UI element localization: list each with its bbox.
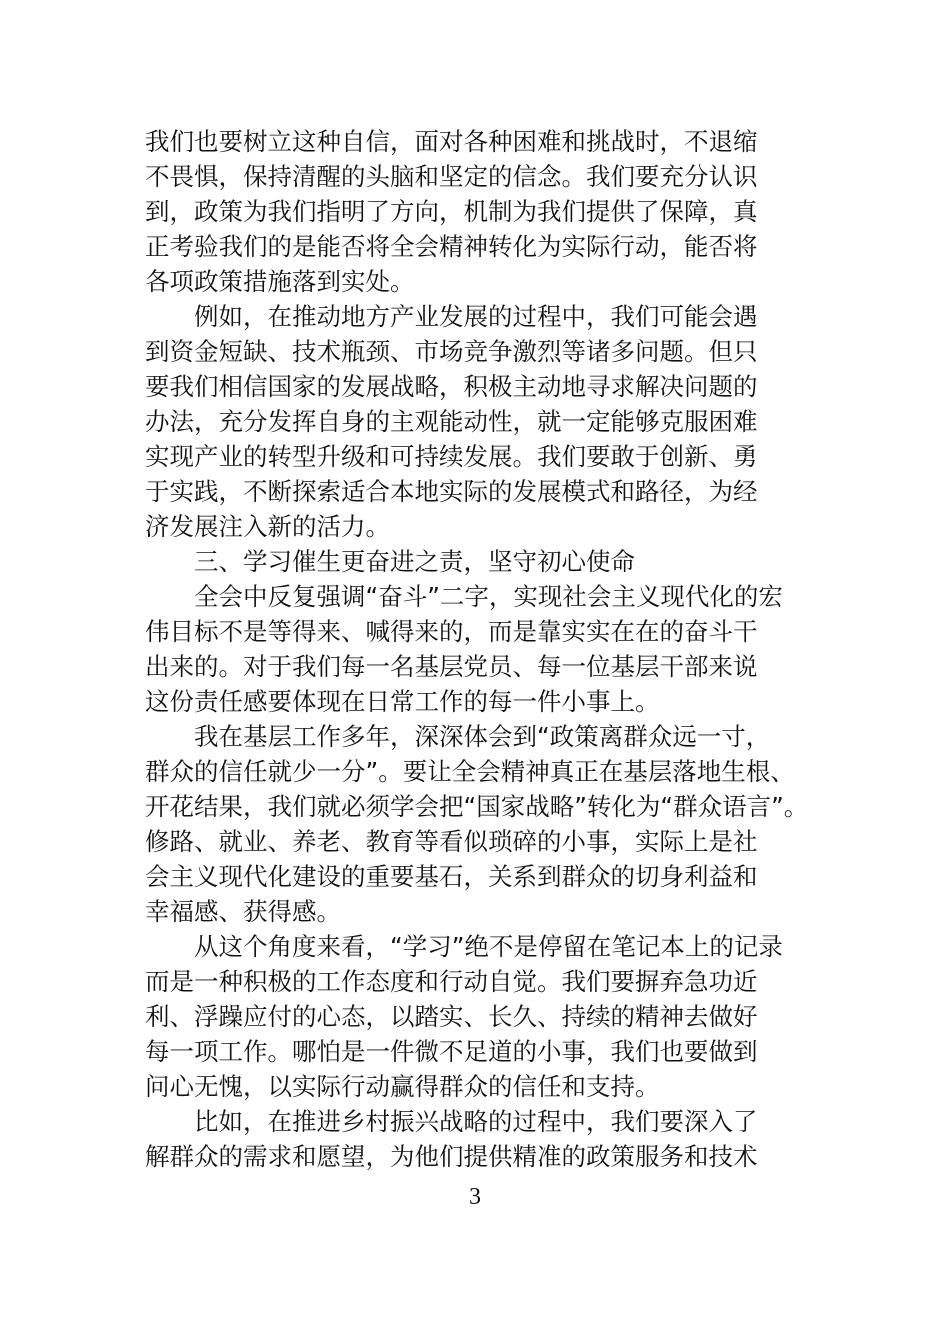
text-line: 从这个角度来看，“学习”绝不是停留在笔记本上的记录: [194, 932, 783, 961]
text-line: 正考验我们的是能否将全会精神转化为实际行动，能否将: [145, 232, 758, 261]
text-line: 不畏惧，保持清醒的头脑和坚定的信念。我们要充分认识: [145, 162, 758, 191]
text-line: 开花结果，我们就必须学会把“国家战略”转化为“群众语言”。: [145, 792, 809, 821]
text-line: 问心无愧，以实际行动赢得群众的信任和支持。: [145, 1072, 660, 1101]
text-line: 到，政策为我们指明了方向，机制为我们提供了保障，真: [145, 197, 758, 226]
text-line: 修路、就业、养老、教育等看似琐碎的小事，实际上是社: [145, 827, 758, 856]
text-line: 伟目标不是等得来、喊得来的，而是靠实实在在的奋斗干: [145, 617, 758, 646]
text-line: 办法，充分发挥自身的主观能动性，就一定能够克服困难: [145, 407, 758, 436]
text-line: 济发展注入新的活力。: [145, 512, 390, 541]
text-line: 实现产业的转型升级和可持续发展。我们要敢于创新、勇: [145, 442, 758, 471]
text-line: 每一项工作。哪怕是一件微不足道的小事，我们也要做到: [145, 1037, 758, 1066]
text-line: 我们也要树立这种自信，面对各种困难和挑战时，不退缩: [145, 127, 758, 156]
text-line: 要我们相信国家的发展战略，积极主动地寻求解决问题的: [145, 372, 758, 401]
text-line: 到资金短缺、技术瓶颈、市场竞争激烈等诸多问题。但只: [145, 337, 758, 366]
text-line: 出来的。对于我们每一名基层党员、每一位基层干部来说: [145, 652, 758, 681]
text-line: 会主义现代化建设的重要基石，关系到群众的切身利益和: [145, 862, 758, 891]
text-line: 例如，在推动地方产业发展的过程中，我们可能会遇: [194, 302, 758, 331]
text-line: 比如，在推进乡村振兴战略的过程中，我们要深入了: [194, 1107, 758, 1136]
page-number: 3: [469, 1184, 481, 1210]
text-line: 而是一种积极的工作态度和行动自觉。我们要摒弃急功近: [145, 967, 758, 996]
text-line: 我在基层工作多年，深深体会到“政策离群众远一寸，: [194, 722, 771, 751]
text-line: 解群众的需求和愿望，为他们提供精准的政策服务和技术: [145, 1142, 758, 1171]
text-line: 全会中反复强调“奋斗”二字，实现社会主义现代化的宏: [194, 582, 783, 611]
text-line: 各项政策措施落到实处。: [145, 267, 415, 296]
text-line: 群众的信任就少一分”。要让全会精神真正在基层落地生根、: [145, 757, 795, 786]
section-heading: 三、学习催生更奋进之责，坚守初心使命: [194, 547, 635, 576]
text-line: 这份责任感要体现在日常工作的每一件小事上。: [145, 687, 660, 716]
text-line: 利、浮躁应付的心态，以踏实、长久、持续的精神去做好: [145, 1002, 758, 1031]
text-line: 于实践，不断探索适合本地实际的发展模式和路径，为经: [145, 477, 758, 506]
text-line: 幸福感、获得感。: [145, 897, 341, 926]
